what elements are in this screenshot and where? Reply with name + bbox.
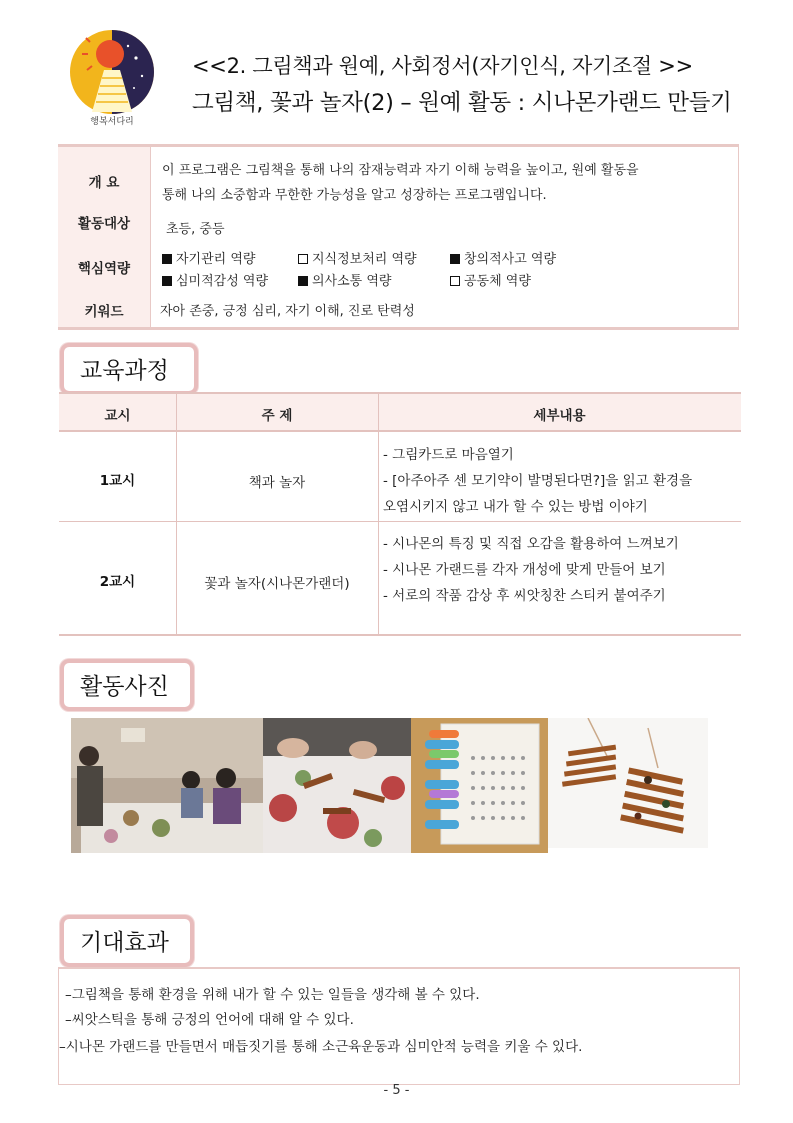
effect-line: –그림책을 통해 환경을 위해 내가 할 수 있는 일들을 생각해 볼 수 있다. xyxy=(65,987,480,1003)
page-title-line2: 그림책, 꽃과 놀자(2) – 원예 활동 : 시나몬가랜드 만들기 xyxy=(192,90,732,116)
logo-caption: 행복서다리 xyxy=(90,117,134,127)
competency-item: 지식정보처리 역량 xyxy=(298,248,417,267)
section-title: 교육과정 xyxy=(80,358,169,384)
activity-photo-cinnamon-table xyxy=(263,718,411,853)
competency-item: 자기관리 역량 xyxy=(162,248,255,267)
page-title-line1: <<2. 그림책과 원예, 사회정서(자기인식, 자기조절 >> xyxy=(192,54,693,78)
effect-line: –시나몬 가랜드를 만들면서 매듭짓기를 통해 소근육운동과 심미안적 능력을 키울 수 있다. xyxy=(59,1039,583,1055)
overview-label-target: 활동대상 xyxy=(77,216,131,232)
checked-square-icon xyxy=(450,254,460,264)
overview-label-summary: 개 요 xyxy=(88,175,120,191)
unchecked-square-icon xyxy=(450,276,460,286)
detail-line: - [아주아주 센 모기약이 발명된다면?]을 읽고 환경을 xyxy=(383,473,693,489)
expected-effects-box xyxy=(58,967,740,1085)
effect-line: –씨앗스틱을 통해 긍정의 언어에 대해 알 수 있다. xyxy=(65,1012,354,1028)
page-number: - 5 - xyxy=(383,1083,410,1098)
curriculum-table xyxy=(59,392,741,636)
competency-item: 심미적감성 역량 xyxy=(162,270,268,289)
checked-square-icon xyxy=(162,276,172,286)
competency-item: 의사소통 역량 xyxy=(298,270,391,289)
checked-square-icon xyxy=(298,276,308,286)
section-header-effects xyxy=(60,915,194,967)
detail-line: - 시나몬 가랜드를 각자 개성에 맞게 만들어 보기 xyxy=(383,562,666,578)
section-header-curriculum xyxy=(60,343,198,395)
logo-emblem xyxy=(66,28,158,128)
section-title: 활동사진 xyxy=(80,674,169,700)
competency-item: 창의적사고 역량 xyxy=(450,248,556,267)
topic-cell: 책과 놀자 xyxy=(248,475,306,491)
detail-line: - 시나몬의 특징 및 직접 오감을 활용하여 느껴보기 xyxy=(383,536,679,552)
unchecked-square-icon xyxy=(298,254,308,264)
column-header-topic: 주 제 xyxy=(261,408,293,424)
overview-label-competency: 핵심역량 xyxy=(77,261,131,277)
topic-cell: 꽃과 놀자(시나몬가랜더) xyxy=(204,576,350,592)
overview-target-text: 초등, 중등 xyxy=(166,222,225,237)
column-header-period: 교시 xyxy=(104,408,131,424)
detail-line: - 그림카드로 마음열기 xyxy=(383,447,514,463)
activity-photo-classroom xyxy=(71,718,263,853)
section-header-photos xyxy=(60,659,194,711)
detail-line: 오염시키지 않고 내가 할 수 있는 방법 이야기 xyxy=(383,499,648,515)
section-title: 기대효과 xyxy=(80,930,169,956)
column-header-details: 세부내용 xyxy=(533,408,586,424)
competency-item: 공동체 역량 xyxy=(450,270,531,289)
overview-label-keywords: 키워드 xyxy=(84,304,124,320)
logo xyxy=(66,28,158,128)
overview-table xyxy=(58,144,739,330)
activity-photo-seed-sticks xyxy=(411,718,548,853)
overview-summary-line1: 이 프로그램은 그림책을 통해 나의 잠재능력과 자기 이해 능력을 높이고, 원예 활동을 xyxy=(162,163,639,178)
activity-photo-cinnamon-garland xyxy=(548,718,708,848)
period-cell: 2교시 xyxy=(99,574,136,590)
checked-square-icon xyxy=(162,254,172,264)
overview-summary-line2: 통해 나의 소중함과 무한한 가능성을 알고 성장하는 프로그램입니다. xyxy=(162,188,547,203)
overview-keywords-text: 자아 존중, 긍정 심리, 자기 이해, 진로 탄력성 xyxy=(160,304,415,319)
detail-line: - 서로의 작품 감상 후 씨앗칭찬 스티커 붙여주기 xyxy=(383,588,666,604)
period-cell: 1교시 xyxy=(99,473,136,489)
